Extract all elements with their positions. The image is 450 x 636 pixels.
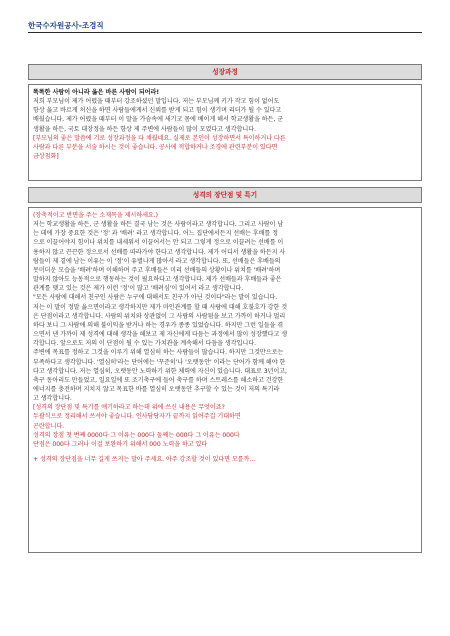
strengths-guide-line: 두괄식으로 정리해서 쓰셔야 좋습니다. 인사담당자가 끝까지 읽어주길 기대하면 — [33, 413, 241, 421]
strengths-guide-line: 곤란합니다. — [33, 422, 65, 430]
strengths-section-title: 성격의 장단점 및 특기 — [28, 187, 422, 203]
strengths-line: 으면서 낸 가까이 제 성격에 대해 생각을 해보고 제 자신에게 다듬는 과정에서 많이 성장했다고 생 — [33, 331, 288, 339]
growth-heading: 똑똑한 사람이 아니라 옳은 바른 사람이 되어라! — [33, 89, 160, 96]
strengths-line: 부족하다고 생각합니다. '열심히'라는 단어에는 '꾸준히'나 '오랫동안' 이라는 단어가 함께 해야 한 — [33, 358, 286, 366]
strengths-guide-line: 단점은 000다 그러나 이걸 보완하기 위해서 000 노력을 하고 있다 — [33, 440, 208, 448]
strengths-line: 다고 생각합니다. 저는 열심히, 오랫동안 노력하기 위한 체력에 자신이 있습니다. 대표로 3년이고, — [33, 367, 287, 375]
growth-section-body — [28, 84, 422, 181]
document-header-title: 한국수자원공사-조경직 — [28, 21, 104, 30]
growth-guide-line: 금상첨화] — [33, 153, 59, 161]
strengths-guide-line: 성격의 장점 첫 번째 0000다 그 이유는 000다 둘째는 000다 그 이유는 000다 — [33, 431, 240, 439]
strengths-line: 못미더운 모습을 '배려'하며 이해하며 주고 후배들은 미리 선배들의 상황이나 위치를 '배려'하며 — [33, 266, 281, 274]
strengths-line: "모든 사람에 대해서 친구인 사람은 누구에 대해서도 친구가 아닌 것이다"라는 말이 있습니다. — [33, 294, 278, 302]
growth-guide-line: [부모님의 좋은 말씀에 기로 성장과정을 다 채웠네요. 실제로 본인이 성장하면서 특이하거나 다른 — [33, 134, 286, 142]
strengths-line: 관계를 맺고 있는 것은 제가 이런 '정'이 많고 '배려심'이 있어서 라고 생각합니다. — [33, 285, 244, 293]
growth-line: 저희 부모님이 제가 어렸을 때부터 강조하셨던 말입니다. 저는 부모님께 키가 작고 힘이 없어도 — [33, 98, 280, 106]
strengths-guide-line: [성격의 장단점 및 특기를 얘기하라고 하는데 위에 쓰신 내용은 무엇이죠? — [33, 404, 225, 412]
strengths-line: 주변에 목표를 정하고 그것을 이루기 위해 열심히 하는 사람들이 많습니다. 하지만 그것만으로는 — [33, 349, 284, 357]
strengths-line: 저는 학교생활을 하든, 군 생활을 하든 결국 남는 것은 사람이라고 생각합니다. 그리고 사람이 남 — [33, 221, 284, 229]
strengths-line: 축구 동아리도 만들었고, 일요일에 또 조기축구에 들어 축구를 하며 스트레스를 해소하고 건강한 — [33, 376, 284, 384]
strengths-line: 말하지 않아도 능동적으로 행동하는 것이 필요하다고 생각합니다. 제가 선배들과 후배들과 좋은 — [33, 276, 282, 284]
strengths-footnote: + 성격의 장단점을 너무 길게 쓰지는 말아 주세요. 아주 강조할 것이 있다면 모를까... — [33, 456, 256, 464]
strengths-line: 용하지 않고 끈끈한 정으로서 선배를 따라가야 한다고 생각합니다. 제가 어디서 생활을 하든지 사 — [33, 248, 286, 256]
strengths-line: 에너지를 충전하며 지치지 않고 목표한 바를 열심히 오랫동안 추구할 수 있는 것이 저의 특기라 — [33, 385, 280, 393]
growth-line: 생활을 하든, 국토 대장정을 하든 항상 제 주변에 사람들이 많이 모였다고 생각합니다. — [33, 125, 256, 133]
strengths-line: 각합니다. 앞으로도 저의 이 단점이 될 수 있는 가치관을 계속해서 다듬을 생각입니다. — [33, 340, 256, 348]
strengths-line: 으로 이끌어야지 힘이나 위치를 내세워서 이끌어서는 안 되고 그렇게 정으로 이끌려는 선배를 이 — [33, 239, 284, 247]
strengths-line: 저는 이 말이 정말 옳으면이라고 생각하지만 제가 마인관계를 할 때 사람에 대해 호불호가 강한 것 — [33, 303, 288, 311]
strengths-line: 하다 보니 그 사람에 의해 불이익을 받거나 하는 경우가 종종 있었습니다. 하지만 그런 일들을 겪 — [33, 321, 284, 329]
growth-line: 항상 옳고 바르게 처신을 하면 사람들에게서 신뢰를 받게 되고 힘이 생기며 리더가 될 수 있다고 — [33, 107, 282, 115]
growth-section-title: 성장과정 — [28, 64, 422, 80]
strengths-line: 는 데에 가장 중요한 것은 '정' 과 '배려' 라고 생각합니다. 어느 집단에서든지 선배는 후배를 정 — [33, 230, 278, 238]
growth-line: 배웠습니다. 제가 어렸을 때부터 이 말을 가슴속에 새기고 몸에 베이게 해서 학교생활을 하든, 군 — [33, 116, 284, 124]
growth-guide-line: 사람과 다른 부분을 서술 하시는 것이 좋습니다. 공사에 적합하거나 조경에 관련부분이 있다면 — [33, 143, 278, 151]
strengths-line: 은 단점이라고 생각합니다. 사람의 위치와 상관없이 그 사람의 사람됨을 보고 가까이 하거나 멀리 — [33, 312, 286, 320]
strengths-guide-intro: (장축적이고 반면을 주는 소재목을 제시하세요.) — [33, 212, 158, 219]
strengths-line: 고 생각합니다. — [33, 395, 72, 403]
strengths-line: 람들이 제 곁에 남는 이유는 이 '정'이 유별나게 많아서 라고 생각합니다. 또, 선배들은 후배들의 — [33, 257, 281, 265]
header-divider — [28, 32, 422, 33]
strengths-section-body — [28, 207, 422, 553]
